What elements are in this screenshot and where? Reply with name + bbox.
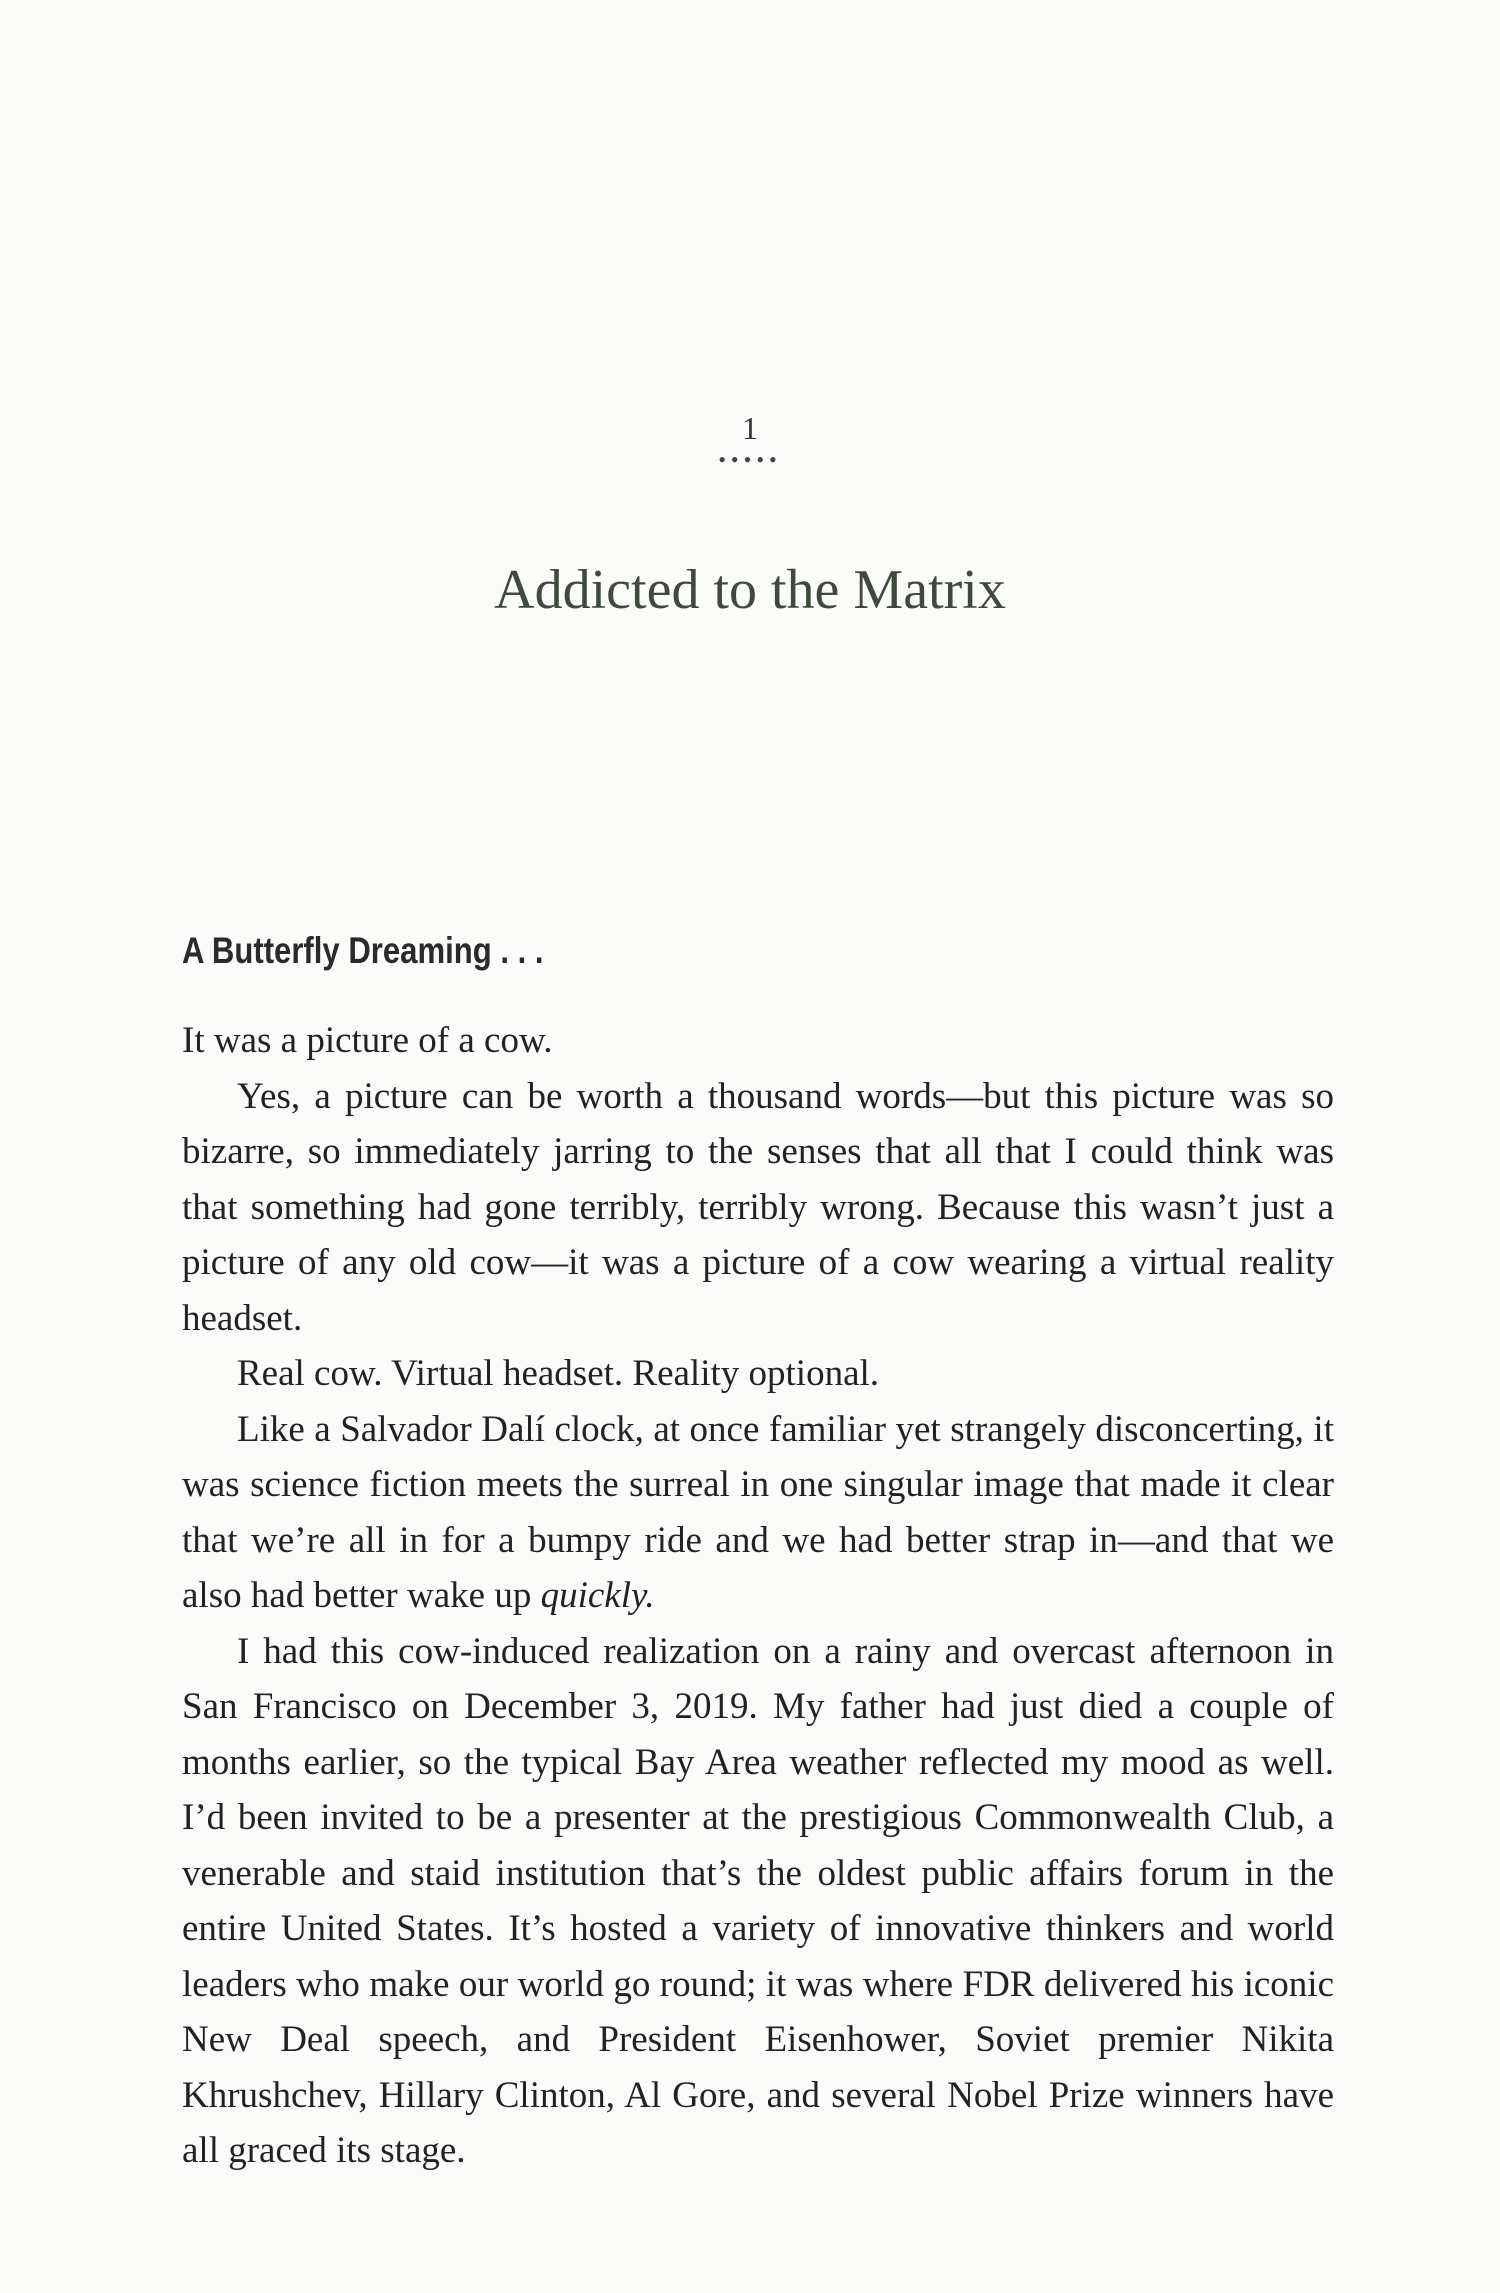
paragraph-1: It was a picture of a cow. — [182, 1020, 553, 1061]
paragraph-4-italic: quickly. — [540, 1575, 655, 1616]
paragraph-3: Real cow. Virtual headset. Reality optional. — [237, 1353, 880, 1394]
section-heading: A Butterfly Dreaming . . . — [182, 930, 544, 971]
chapter-ornament-dots: ••••• — [718, 447, 782, 472]
body-text — [182, 1013, 1334, 2179]
paragraph-5: I had this cow-induced realization on a rainy and overcast afternoon in San Francisco on December 3, 2019. My father had just died a couple of months earlier, so the typical Bay Area weather reflected my mood as well. I’d been invited to be a presenter at the prestigious Commonwealth Club, a venerable and staid institution that’s the oldest public affairs forum in the entire United States. It’s hosted a variety of innovative thinkers and world leaders who make our world go round; it was where FDR delivered his iconic New Deal speech, and President Eisenhower, Soviet premier Nikita Khrushchev, Hillary Clinton, Al Gore, and several Nobel Prize winners have all graced its stage. — [182, 1630, 1334, 2171]
chapter-number: 1 — [742, 410, 758, 446]
chapter-title: Addicted to the Matrix — [494, 559, 1006, 621]
paragraph-4 — [182, 1402, 1334, 1624]
paragraph-4-text: Like a Salvador Dalí clock, at once familiar yet strangely disconcerting, it was science fiction meets the surreal in one singular image that made it clear that we’re all in for a bumpy ride and we had better strap in—and that we also had better wake up — [182, 1408, 1334, 1616]
paragraph-2: Yes, a picture can be worth a thousand words—but this picture was so bizarre, so immediately jarring to the senses that all that I could think was that something had gone terribly, terribly wrong. Because this wasn’t just a picture of any old cow—it was a picture of a cow wearing a virtual reality headset. — [182, 1075, 1334, 1339]
